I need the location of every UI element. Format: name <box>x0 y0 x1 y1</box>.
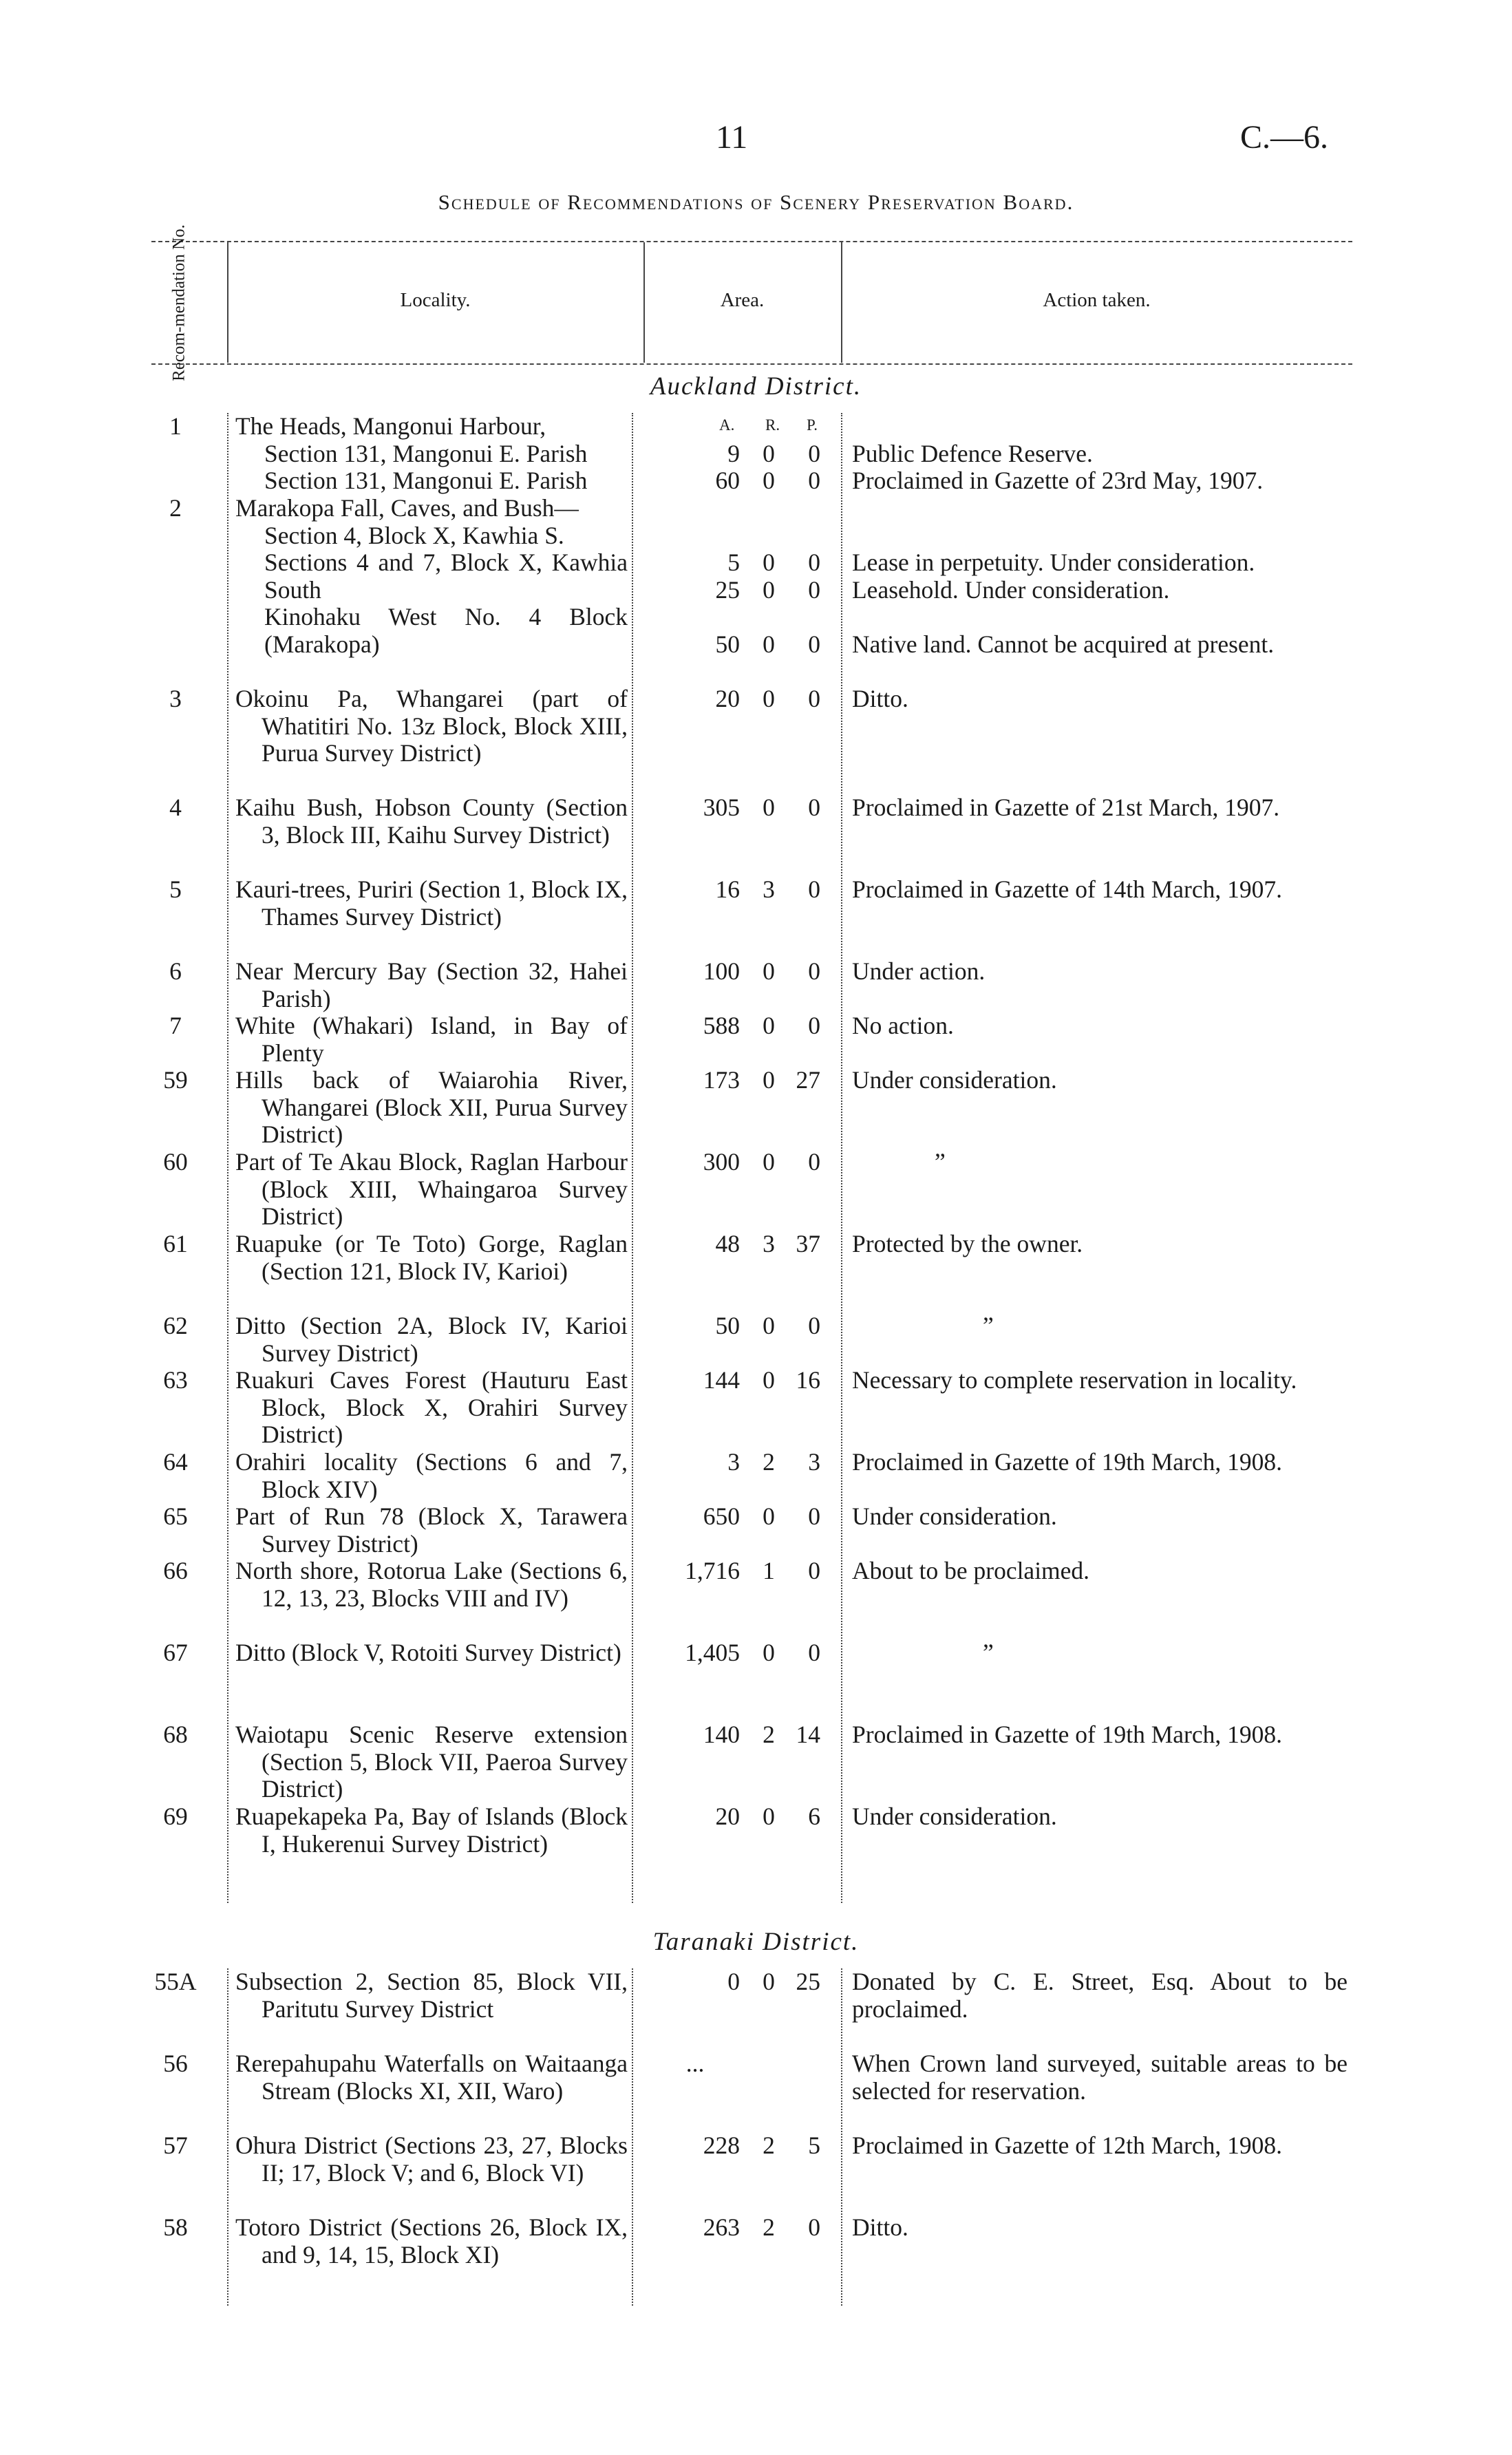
document-reference: C.—6. <box>1240 119 1329 156</box>
column-rule <box>227 413 228 1903</box>
unit-acres: A. <box>719 416 735 434</box>
district-heading: Taranaki District. <box>652 1928 860 1956</box>
column-header-area: Area. <box>720 289 765 311</box>
column-rule <box>227 1968 228 2306</box>
column-rule <box>632 413 633 1903</box>
district-heading: Auckland District. <box>650 372 862 401</box>
column-rule <box>632 1968 633 2306</box>
column-header-no: Recom-mendation No. <box>169 224 189 381</box>
column-rule <box>841 1968 842 2306</box>
unit-roods: R. <box>765 416 780 434</box>
unit-perches: P. <box>807 416 818 434</box>
column-rule <box>841 413 842 1903</box>
table-top-rule <box>151 241 1352 242</box>
column-header-locality: Locality. <box>400 289 471 311</box>
column-header-action: Action taken. <box>1043 289 1151 311</box>
header-bottom-rule <box>151 363 1352 365</box>
page-number: 11 <box>716 119 748 156</box>
page-title: Schedule of Recommendations of Scenery Preservation Board. <box>438 190 1074 214</box>
